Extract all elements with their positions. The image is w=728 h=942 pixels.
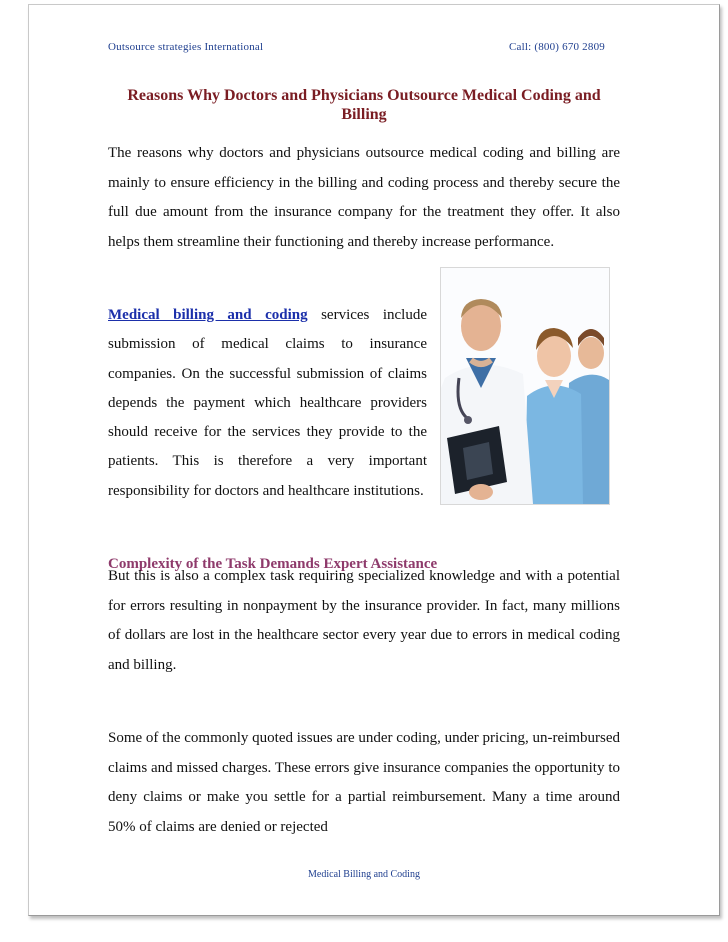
- doctors-photo: [440, 267, 610, 505]
- header-phone: Call: (800) 670 2809: [509, 41, 605, 53]
- page-footer: Medical Billing and Coding: [308, 869, 420, 880]
- paragraph-services: [108, 301, 427, 506]
- section-heading-complexity: Complexity of the Task Demands Expert Assistance: [108, 556, 438, 572]
- paragraph-complexity: But this is also a complex task requiring specialized knowledge and with a potential for errors resulting in nonpayment by the insurance provider. In fact, many millions of dollars are lost in the healthcare sector every year due to errors in medical coding and billing.: [108, 568, 620, 673]
- paragraph-services-text: services include submission of medical claims to insurance companies. On the successful submission of claims depends the payment which healthcare providers should receive for the services they provide to the patients. This is therefore a very important responsibility for doctors and healthcare institutions.: [108, 307, 428, 499]
- medical-billing-coding-link[interactable]: Medical billing and coding: [108, 307, 308, 323]
- page-title: Reasons Why Doctors and Physicians Outsource Medical Coding and Billing: [127, 87, 601, 123]
- header-company: Outsource strategies International: [108, 41, 264, 53]
- paragraph-intro: The reasons why doctors and physicians outsource medical coding and billing are mainly to ensure efficiency in the billing and coding process and thereby secure the full due amount from the insurance company for the treatment they offer. It also helps them streamline their functioning and thereby increase performance.: [108, 145, 620, 250]
- paragraph-issues: Some of the commonly quoted issues are under coding, under pricing, un-reimbursed claims and missed charges. These errors give insurance companies the opportunity to deny claims or make you settle for a partial reimbursement. Many a time around 50% of claims are denied or rejected: [108, 730, 620, 835]
- doctors-illustration: [441, 268, 609, 504]
